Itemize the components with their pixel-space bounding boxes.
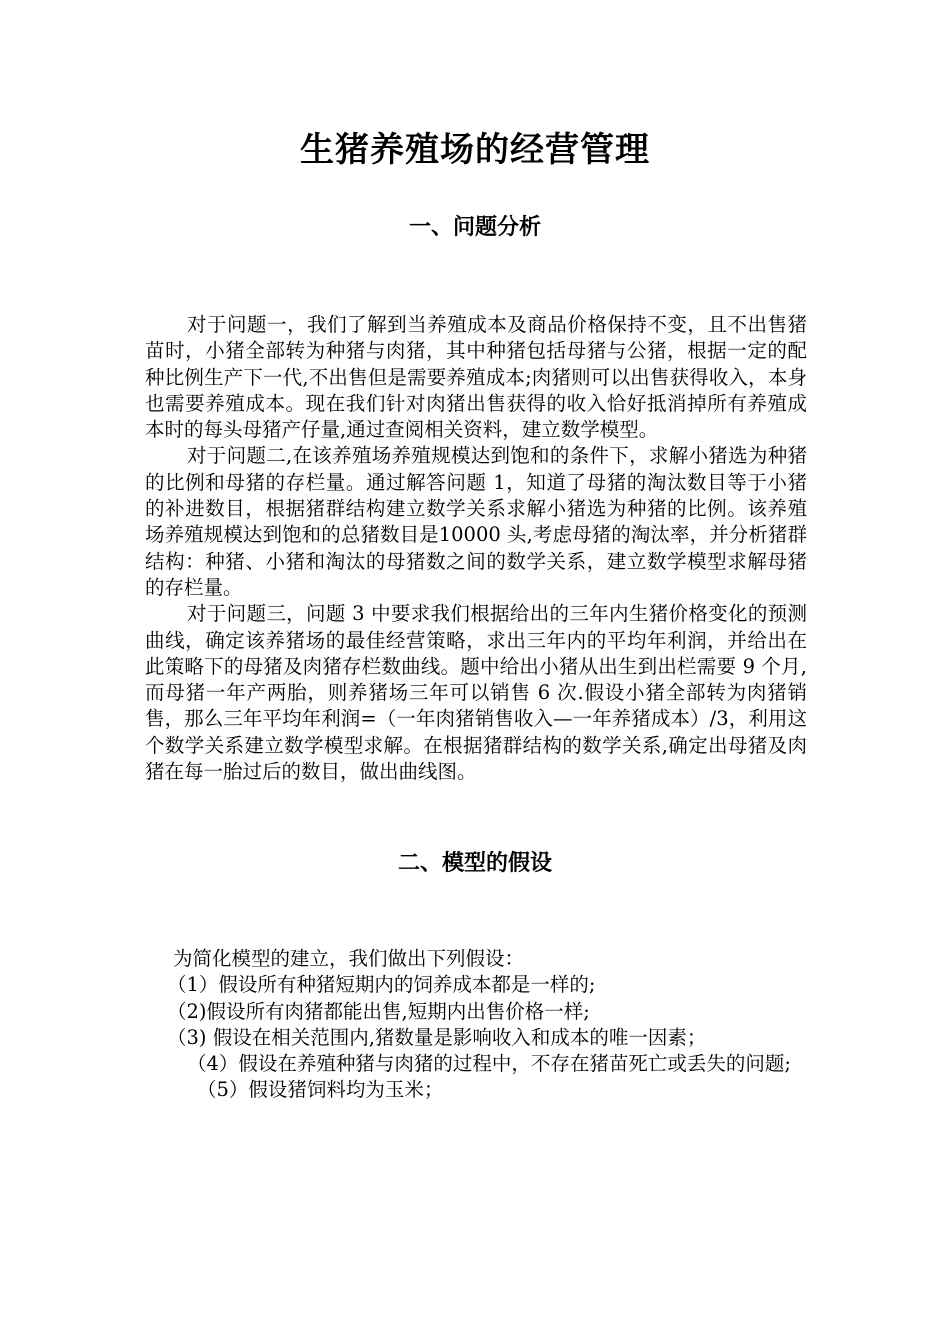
assumption-item: （2)假设所有肉猪都能出售,短期内出售价格一样; bbox=[167, 999, 590, 1023]
paragraph: 对于问题一，我们了解到当养殖成本及商品价格保持不变，且不出售猪苗时，小猪全部转为种猪与肉猪，其中种猪包括母猪与公猪，根据一定的配种比例生产下一代,不出售但是需要养殖成本;肉猪则可以出售获得收入，本身也需要养殖成本。现在我们针对肉猪出售获得的收入恰好抵消掉所有养殖成本时的每头母猪产仔量,通过查阅相关资料，建立数学模型。 bbox=[145, 313, 807, 442]
section-heading-model-assumptions: 二、模型的假设 bbox=[397, 850, 552, 876]
paragraph: 对于问题二,在该养殖场养殖规模达到饱和的条件下，求解小猪选为种猪的比例和母猪的存栏量。通过解答问题 1，知道了母猪的淘汰数目等于小猪的补进数目，根据猪群结构建立数学关系求解小猪选为种猪的比例。该养殖场养殖规模达到饱和的总猪数目是10000 头,考虑母猪的淘汰率，并分析猪群结构：种猪、小猪和淘汰的母猪数之间的数学关系，建立数学模型求解母猪的存栏量。 bbox=[145, 444, 807, 599]
assumption-item: （1）假设所有种猪短期内的饲养成本都是一样的; bbox=[167, 973, 596, 997]
section-body-problem-analysis bbox=[145, 312, 807, 785]
paragraph: 对于问题三，问题 3 中要求我们根据给出的三年内生猪价格变化的预测曲线，确定该养猪场的最佳经营策略，求出三年内的平均年利润，并给出在此策略下的母猪及肉猪存栏数曲线。题中给出小猪从出生到出栏需要 9 个月,而母猪一年产两胎，则养猪场三年可以销售 6 次.假设小猪全部转为肉猪销售，那么三年平均年利润=（一年肉猪销售收入—一年养猪成本）/3，利用这个数学关系建立数学模型求解。在根据猪群结构的数学关系,确定出母猪及肉猪在每一胎过后的数目，做出曲线图。 bbox=[145, 602, 807, 784]
assumption-item: （3) 假设在相关范围内,猪数量是影响收入和成本的唯一因素； bbox=[167, 1025, 707, 1049]
document-title: 生猪养殖场的经营管理 bbox=[300, 130, 650, 170]
assumption-item: （4）假设在养殖种猪与肉猪的过程中，不存在猪苗死亡或丢失的问题; bbox=[187, 1052, 791, 1076]
assumptions-intro: 为简化模型的建立，我们做出下列假设： bbox=[173, 947, 525, 970]
section-heading-problem-analysis: 一、问题分析 bbox=[408, 214, 541, 240]
section-body-model-assumptions bbox=[145, 946, 807, 1104]
assumption-item: （5）假设猪饲料均为玉米； bbox=[197, 1078, 444, 1102]
